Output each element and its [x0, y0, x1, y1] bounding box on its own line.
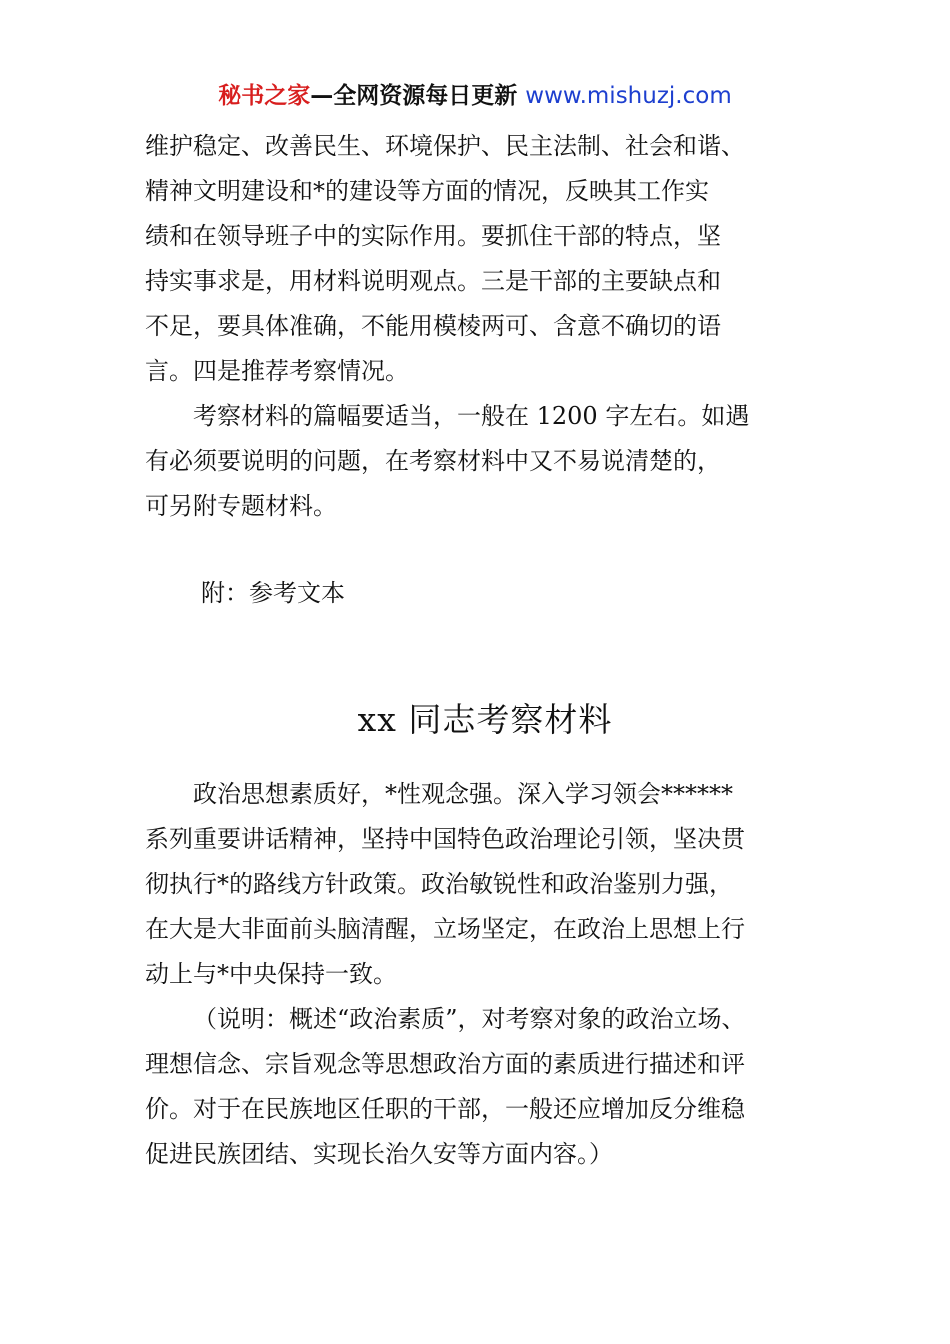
section-title: xx 同志考察材料 — [357, 700, 613, 739]
banner-brand: 秘书之家 — [218, 83, 311, 109]
paragraph-explanation-note: （说明：概述“政治素质”，对考察对象的政治立场、 理想信念、宗旨观念等思想政治方面的素质进行描述和评 价。对于在民族地区任职的干部，一般还应增加反分维稳 促进民族团结、实现长治久安等方面内容。） — [145, 1005, 746, 1168]
attachment-label: 附：参考文本 — [201, 579, 345, 607]
banner-url-link[interactable]: www.mishuzj.com — [525, 83, 732, 109]
paragraph-political-quality: 政治思想素质好，*性观念强。深入学习领会****** 系列重要讲话精神，坚持中国特色政治理论引领，坚决贯 彻执行*的路线方针政策。政治敏锐性和政治鉴别力强， 在大是大非面前头脑清醒，立场坚定，在政治上思想上行 动上与*中央保持一致。 — [145, 780, 745, 988]
banner-separator: — — [310, 83, 334, 109]
site-banner — [0, 78, 950, 114]
banner-tagline: 全网资源每日更新 — [333, 83, 526, 109]
document-body — [145, 124, 825, 1177]
paragraph-requirements: 维护稳定、改善民生、环境保护、民主法制、社会和谐、 精神文明建设和*的建设等方面的情况，反映其工作实 绩和在领导班子中的实际作用。要抓住干部的特点，坚 持实事求是，用材料说明观点。三是干部的主要缺点和 不足，要具体准确，不能用模棱两可、含意不确切的语 言。四是推荐考察情况。 — [145, 132, 745, 385]
paragraph-length: 考察材料的篇幅要适当，一般在 1200 字左右。如遇 有必须要说明的问题，在考察材料中又不易说清楚的， 可另附专题材料。 — [145, 402, 750, 520]
